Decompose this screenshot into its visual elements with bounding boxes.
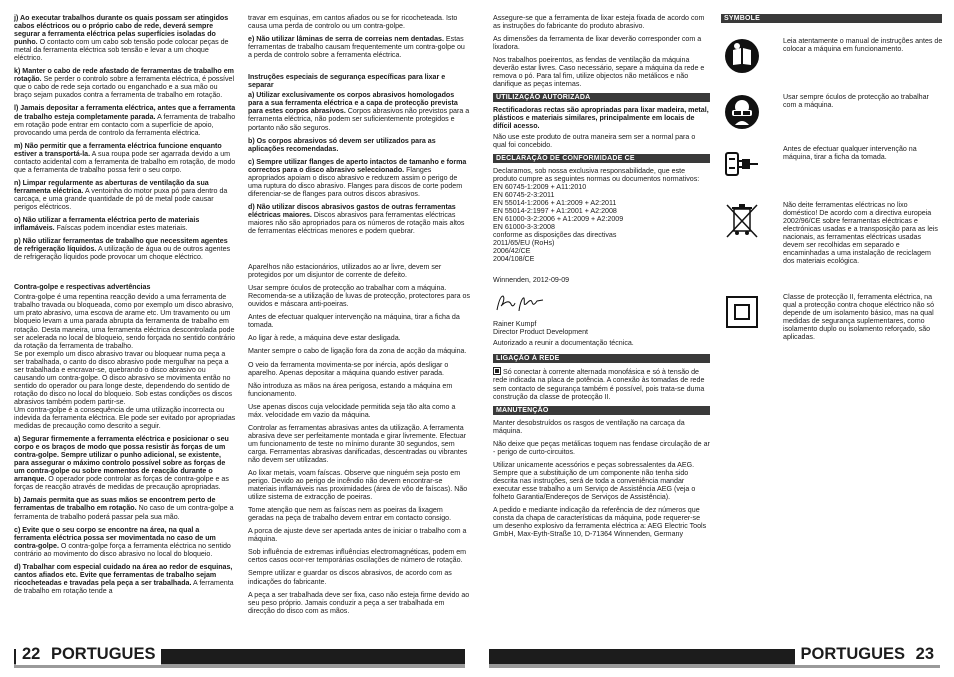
language-left: PORTUGUES [50,645,156,663]
mains-connection-heading: LIGAÇÃO À REDE [493,354,710,363]
symbol-row-plug [721,143,942,193]
maintenance-3: Utilizar unicamente acessórios e peças sobressalentes da AEG. Sempre que a substituição de um componente não tenha sido descrita nas instruções, será de toda a conveniência mandar executar esse trabalho a um Serviço de Assistência AEG (veja o folheto Garantia/Endereços de Serviços de Assistência). [493,460,696,501]
authorized-documentation: Autorizado a reunir a documentação técnica. [493,339,634,348]
paragraph-sb: b) Os corpos abrasivos só devem ser utilizados para as aplicações recomendadas. [248,136,436,153]
general-4: Ao ligar à rede, a máquina deve estar desligada. [248,334,401,343]
paragraph-p: p) Não utilizar ferramentas de trabalho que necessitem agentes de refrigeração líquidos. A utilização de água ou de outros agentes de refrigeração líquidos pode provocar um choque eléctrico. [14,237,231,262]
column-2 [248,14,470,620]
general-7: Não introduza as mãos na área perigosa, estando a máquina em funcionamento. [248,381,453,398]
symbol-text-class-ii: Classe de protecção II, ferramenta eléctrica, na qual a protecção contra choque eléctrico não só depende de um isolamento básico, mas na qual medidas de segurança suplementares, como isolamento duplo ou isolamento reforçado, são aplicadas. [783,293,935,342]
general-2: Usar sempre óculos de protecção ao trabalhar com a máquina. Recomenda-se a utilização de luvas de protecção, protectores para os ouvidos e máscara anti-poeiras. [248,284,471,309]
footer-left-label [16,643,161,665]
paragraph-j: j) Ao executar trabalhos durante os quais possam ser atingidos cabos eléctricos ou o próprio cabo de rede, deverá sempre segurar a ferramenta eléctrica pelas superfícies isoladas do punho. O contacto com um cabo sob tensão pode colocar peças de metal da ferramenta eléctrica sob tensão e levar a um choque eléctrico. [14,14,229,63]
symbol-row-goggles [721,91,942,137]
paragraph-a: a) Segurar firmemente a ferramenta eléctrica e posicionar o seu corpo e os braços de modo que possa resistir às forças de um contra-golpe. Sempre utilizar o punho adicional, se existente, para assegurar o máximo controlo possível sobre as forças de um contra-golpe ou sobre momentos de reacção durante o arranque. O operador pode controlar as forças de contra-golpe e as forças de reacção através de medidas de precaução apropriadas. [14,435,229,492]
column-1 [14,14,236,600]
maintenance-heading: MANUTENÇÃO [493,406,710,415]
ce-line: EN 55014-1:2006 + A1:2009 + A2:2011 [493,198,617,207]
kickback-heading: Contra-golpe e respectivas advertências [14,283,151,292]
unplug-icon [723,145,761,183]
paragraph-sd: d) Não utilizar discos abrasivos gastos de outras ferramentas eléctricas maiores. Discos abrasivos para ferramentas eléctricas maiores não são apropriados para os números de rotação mais altos de ferramentas eléctricas menores e podem quebrar. [248,202,465,236]
ce-line: EN 61000-3-2:2006 + A1:2009 + A2:2009 [493,214,624,223]
mains-connection-text: Só conectar à corrente alternada monofásica e só à tensão de rede indicada na placa de potência. A conexão às tomadas de rede sem contacto de segurança também é possível, pois trata-se duma construção da classe de protecção II. [493,368,705,401]
read-manual-icon [723,37,761,75]
general-10: Ao lixar metais, voam faíscas. Observe que ninguém seja posto em perigo. Devido ao perigo de incêndio não devem encontrar-se materiais inflamáveis nas proximidades (área de vôo de faíscas). Não utilize sistema de extracção de poeiras. [248,469,468,502]
signer-name: Rainer Kumpf [493,320,537,329]
ce-declaration-heading: DECLARAÇÃO DE CONFORMIDADE CE [493,154,710,163]
column-4 [721,14,942,357]
symbol-text-plug: Antes de efectuar qualquer intervenção na máquina, tirar a ficha da tomada. [783,145,917,162]
general-8: Use apenas discos cuja velocidade permitida seja tão alta como a máx. velocidade em vazio da máquina. [248,402,456,419]
symbol-text-goggles: Usar sempre óculos de protecção ao trabalhar com a máquina. [783,93,929,110]
ce-line: EN 55014-2:1997 + A1:2001 + A2:2008 [493,206,617,215]
signature-drawing [493,292,563,314]
symbol-row-weee [721,199,942,285]
authorized-use-text: Rectificadoras rectas são apropriadas para lixar madeira, metal, plásticos e materiais similares, principalmente em locais de difícil acesso. [493,106,709,131]
symbol-row-class-ii [721,291,942,351]
paragraph-d: d) Trabalhar com especial cuidado na área ao redor de esquinas, cantos afiados etc. Evite que ferramentas de trabalho sejam ricocheteadas e travadas pela peça a ser trabalhada. A ferramenta de trabalho em rotação tende a [14,562,234,595]
general-5: Manter sempre o cabo de ligação fora da zona de acção da máquina. [248,347,467,356]
signer-role: Director Product Development [493,328,589,337]
general-6: O veio da ferramenta movimenta-se por inércia, após desligar o aparelho. Apenas depositar a máquina quando estiver parada. [248,360,449,377]
paragraph-e: e) Não utilizar lâminas de serra de correias nem dentadas. Estas ferramentas de trabalho causam frequentemente um contra-golpe ou a perda de controlo sobre a ferramenta eléctrica. [248,35,465,60]
ce-line: EN 61000-3-3:2008 [493,222,555,231]
paragraph-n: n) Limpar regularmente as aberturas de ventilação da sua ferramenta eléctrica. A ventoinha do motor puxa pó para dentro da carcaça, e uma grande quantidade de pó de metal pode causar perigos eléctricos. [14,178,228,211]
paragraph-k: k) Manter o cabo de rede afastado de ferramentas de trabalho em rotação. Se perder o controlo sobre a ferramenta eléctrica, é possível que o cabo de rede seja cortado ou enganchado e a sua mão ou braço sejam puxados contra a ferramenta de trabalho em rotação. [14,67,235,100]
paragraph-o: o) Não utilizar a ferramenta eléctrica perto de materiais inflamáveis. Faíscas podem incendiar estes materiais. [14,216,200,233]
general-12: A porca de ajuste deve ser apertada antes de iniciar o trabalho com a máquina. [248,527,467,544]
footer-right-label [795,643,940,665]
maintenance-4: A pedido e mediante indicação da referência de dez números que consta da chapa de características da máquina, pode requerer-se um desenho explosivo da ferramenta eléctrica a: AEG Electric Tools GmbH, Max-Eyth-Straße 10, D-71364 Winnenden, Germany [493,506,707,539]
general-11: Tome atenção que nem as faíscas nem as poeiras da lixagem geradas na peça de trabalho devem entrar em contacto consigo. [248,506,452,523]
general-14: Sempre utilizar e guardar os discos abrasivos, de acordo com as indicações do fabricante. [248,569,452,586]
ce-standards-list [493,183,710,263]
signature [493,292,710,316]
kickback-text-2: Se por exemplo um disco abrasivo travar ou bloquear numa peça a ser trabalhada, o canto do disco abrasivo pode mergulhar na peça a ser trabalhada e encravar-se, quebrando o disco abrasivo ou causando um contra-golpe. O disco abrasivo se movimenta então no sentido do operador ou para longe deste, dependendo do sentido de rotação do disco no local do bloqueio. Sob estas condições os discos abrasivos também podem partir-se. [14,349,233,406]
ce-intro: Declaramos, sob nossa exclusiva responsabilidade, que este produto cumpre as seguintes normas ou documentos normativos: [493,166,700,183]
grinder-dimension-note: As dimensões da ferramenta de lixar deverão corresponder com a lixadora. [493,35,702,52]
symbol-text-weee: Não deite ferramentas eléctricas no lixo doméstico! De acordo com a directiva europeia 2002/96/CE sobre ferramentas eléctricas e electrónicas usadas e a transposição para as leis nacionais, as ferramentas eléctricas usadas devem ser recolhidas em separado e encaminhadas a uma instalação de reciclagem dos materiais ecológica. [783,201,938,266]
authorized-use-note: Não use este produto de outra maneira sem ser a normal para o qual foi concebido. [493,132,696,149]
maintenance-1: Manter desobstruídos os rasgos de ventilação na carcaça da máquina. [493,418,685,435]
ce-line: EN 60745-1:2009 + A11:2010 [493,182,587,191]
general-13: Sob influência de extremas influências electromagnéticas, podem em certos casos ocor-rer temporárias oscilações de número de rotação. [248,548,467,565]
symbol-row-manual [721,35,942,85]
paragraph-sc: c) Sempre utilizar flanges de aperto intactos de tamanho e forma correctos para o disco abrasivo seleccionado. Flanges apropriados apoiam o disco abrasivo e reduzem assim o perigo de uma ruptura do disco abrasivo. Flanges para discos de corte podem diferenciar-se de flanges para outros discos abrasivos. [248,157,467,198]
ce-line: conforme as disposições das directivas [493,230,617,239]
paragraph-l: l) Jamais depositar a ferramenta eléctrica, antes que a ferramenta de trabalho esteja completamente parada. A ferramenta de trabalho em rotação pode entrar em contacto com a superfície de apoio, provocando uma perda de controlo da ferramenta eléctrica. [14,104,236,137]
paragraph-c: c) Evite que o seu corpo se encontre na área, na qual a ferramenta eléctrica possa ser movimentada no caso de um contra-golpe. O contra-golpe força a ferramenta eléctrica no sentido contrário ao movimento do disco abrasivo no local do bloqueio. [14,525,231,558]
special-instructions-heading: Instruções especiais de segurança específicas para lixar e separar [248,73,446,90]
symbol-text-manual: Leia atentamente o manual de instruções antes de colocar a máquina em funcionamento. [783,37,943,54]
paragraph-m: m) Não permitir que a ferramenta eléctrica funcione enquanto estiver a transportá-la. A sua roupa pode ser agarrada devido a um contacto acidental com a ferramenta de trabalho em rotação, de modo que a ferramenta de trabalho possa ferir o seu corpo. [14,141,236,174]
page-number-left: 22 [22,645,41,663]
authorized-use-heading: UTILIZAÇÃO AUTORIZADA [493,93,710,102]
general-9: Controlar as ferramentas abrasivas antes da utilização. A ferramenta abrasiva deve ser perfeitamente montada e girar livremente. Efectuar um funcionamento de teste no mínimo durante 30 segundos, sem carga. Ferramentas abrasivas danificadas, descentradas ou vibrantes não devem ser utilizadas. [248,423,468,464]
safety-goggles-icon [723,93,761,131]
maintenance-2: Não deixe que peças metálicas toquem nas fendase circulação de ar - perigo de curto-circuitos. [493,439,710,456]
crossed-bin-icon [723,201,761,239]
declaration-date: Winnenden, 2012-09-09 [493,276,570,285]
page-number-right: 23 [915,645,934,663]
kickback-text-3: Um contra-golpe é a consequência de uma utilização incorrecta ou indevida da ferramenta eléctrica. Ele pode ser evitado por apropriadas medidas de precaução como descrito a seguir. [14,405,236,431]
class-ii-icon [493,367,501,375]
general-3: Antes de efectuar qualquer intervenção na máquina, tirar a ficha da tomada. [248,313,460,330]
paragraph-b: b) Jamais permita que as suas mãos se encontrem perto de ferramentas de trabalho em rotação. No caso de um contra-golpe a ferramenta de trabalho poderá passar pela sua mão. [14,496,234,521]
grinder-fixing-note: Assegure-se que a ferramenta de lixar esteja fixada de acordo com as instruções do fabricante do produto abrasivo. [493,14,705,31]
ce-line: 2006/42/CE [493,247,531,256]
ce-line: EN 60745-2-3:2011 [493,190,555,199]
symbols-heading: SYMBOLE [721,14,942,23]
ce-line: 2004/108/CE [493,255,535,264]
paragraph-top: travar em esquinas, em cantos afiados ou se for ricocheteada. Isto causa uma perda de controlo ou um contra-golpe. [248,14,458,31]
ce-line: 2011/65/EU (RoHs) [493,239,555,248]
class-ii-insulation-icon [723,293,761,331]
kickback-text-1: Contra-golpe é uma repentina reacção devido a uma ferramenta de trabalho travada ou bloqueada, como por exemplo um disco abrasivo, um prato abrasivo, uma escova de arame etc. Um travamento ou um bloqueio levam a uma parada abrupta da ferramenta de trabalho em rotação. Desta maneira, uma ferramenta eléctrica descontrolada pode ser acelerada no local de bloqueio, sendo forçada no sentido contrário da rotação da ferramenta de trabalho. [14,293,236,350]
dust-note: Nos trabalhos poeirentos, as fendas de ventilação da máquina deverão estar livres. Caso necessário, separe a máquina da rede e remova o pó. Para tal fim, utilize objectos não metálicos e não danifique as peças internas. [493,56,705,89]
paragraph-sa: a) Utilizar exclusivamente os corpos abrasivos homologados para a sua ferramenta eléctrica e a capa de protecção prevista para estes corpos abrasivos. Corpos abrasivos não previstos para a ferramenta eléctrica, não podem ser suficientemente protegidos e portanto não são seguros. [248,91,470,132]
general-1: Aparelhos não estacionários, utilizados ao ar livre, devem ser protegidos por um disjuntor de corrente de defeito. [248,263,442,280]
language-right: PORTUGUES [800,645,906,663]
column-3 [493,14,710,543]
general-15: A peça a ser trabalhada deve ser fixa, caso não esteja firme devido ao seu peso próprio. Jamais conduzir a peça a ser trabalhada em direcção do disco com as mãos. [248,590,470,615]
